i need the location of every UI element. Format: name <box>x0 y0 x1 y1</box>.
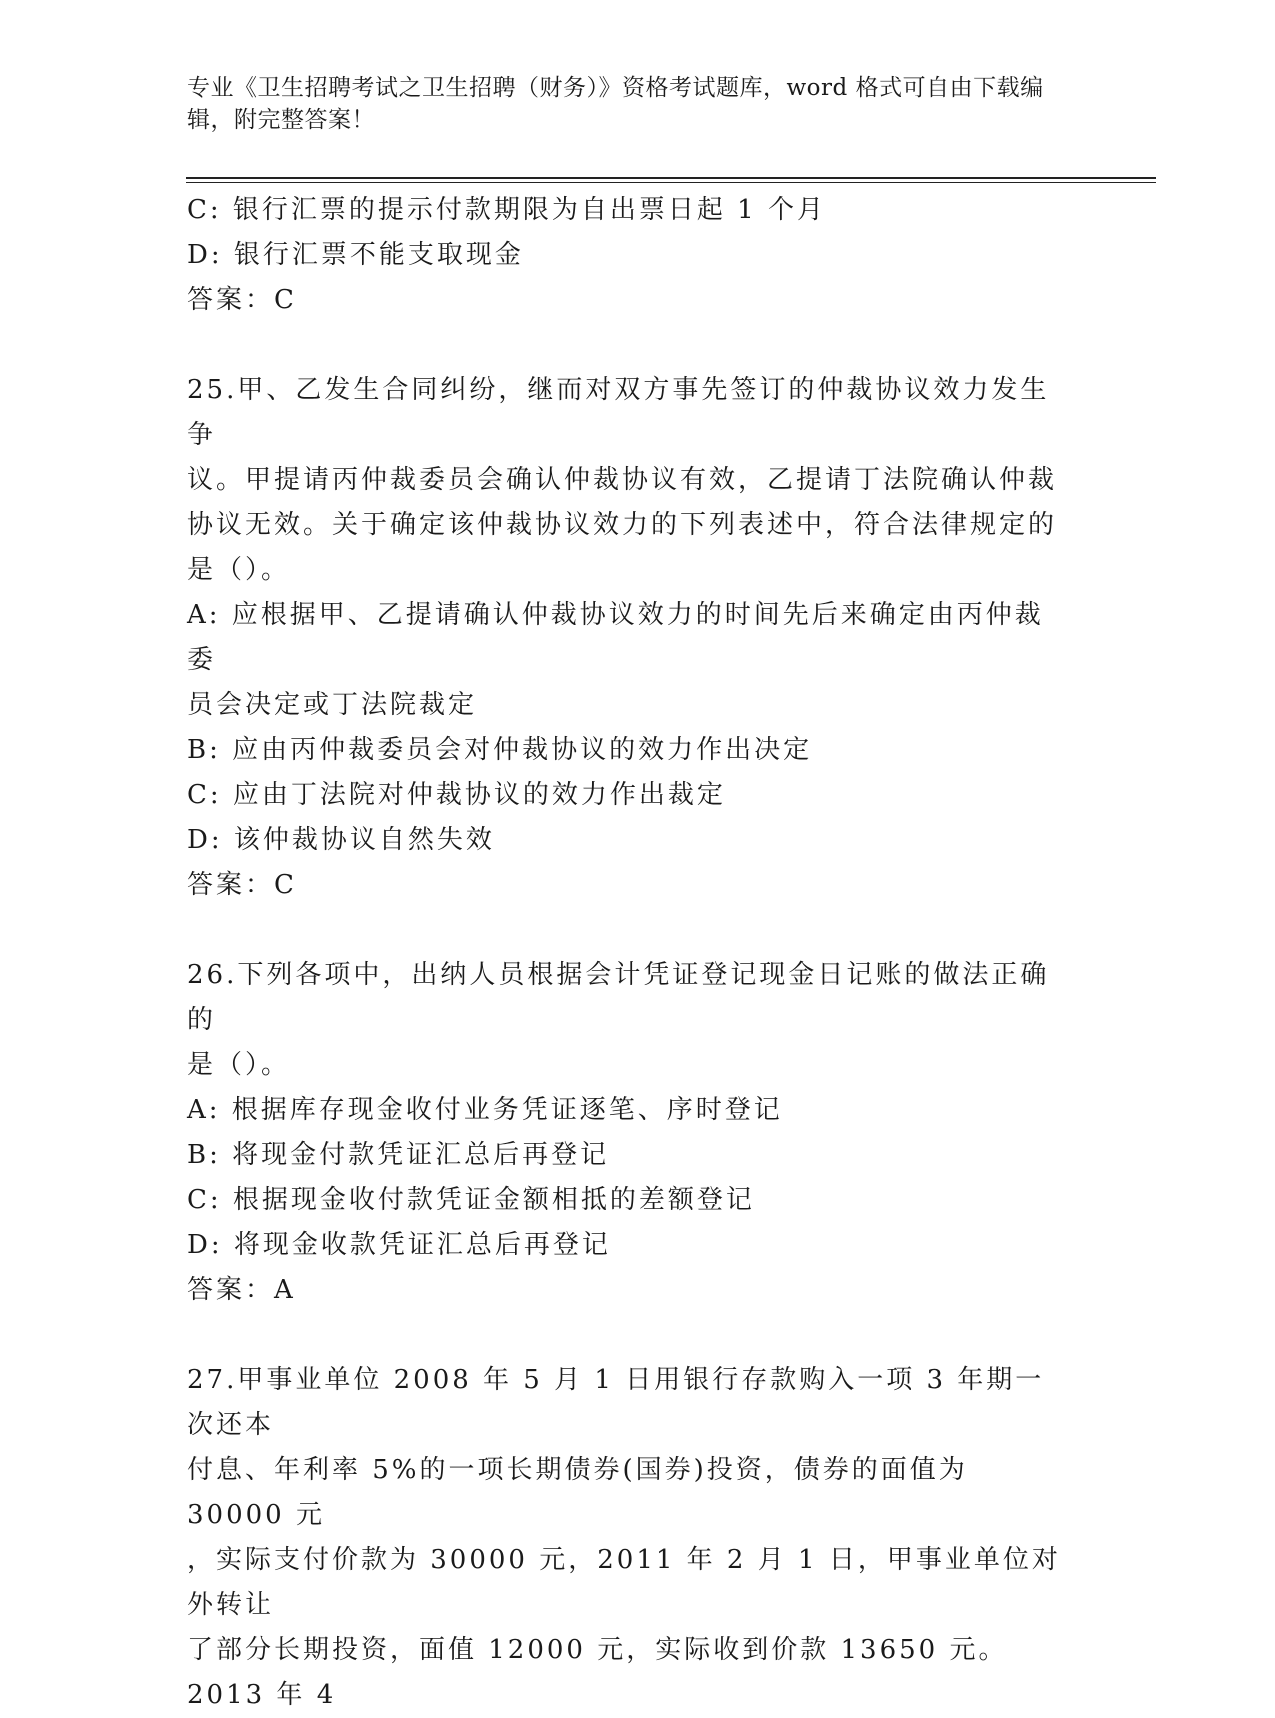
option-a: A: 应根据甲、乙提请确认仲裁协议效力的时间先后来确定由丙仲裁委 <box>187 600 1044 675</box>
document-body <box>187 188 1067 1718</box>
question-stem: ，实际支付价款为 30000 元，2011 年 2 月 1 日，甲事业单位对外转让 <box>187 1545 1061 1620</box>
option-a: 员会决定或丁法院裁定 <box>187 690 478 720</box>
option-c: C: 应由丁法院对仲裁协议的效力作出裁定 <box>187 780 726 810</box>
option-a: A: 根据库存现金收付业务凭证逐笔、序时登记 <box>187 1095 783 1125</box>
header-divider-thin <box>186 182 1156 183</box>
answer: 答案：C <box>187 285 297 315</box>
question-25 <box>187 368 1067 908</box>
option-d: D: 该仲裁协议自然失效 <box>187 825 495 855</box>
option-c: C: 根据现金收付款凭证金额相抵的差额登记 <box>187 1185 755 1215</box>
option-c: C: 银行汇票的提示付款期限为自出票日起 1 个月 <box>187 195 826 225</box>
question-stem: 付息、年利率 5%的一项长期债券(国券)投资，债券的面值为 30000 元 <box>187 1455 968 1530</box>
question-24-tail <box>187 188 1067 323</box>
question-stem: 27.甲事业单位 2008 年 5 月 1 日用银行存款购入一项 3 年期一次还本 <box>187 1365 1045 1440</box>
option-d: D: 银行汇票不能支取现金 <box>187 240 524 270</box>
answer: 答案：A <box>187 1275 296 1305</box>
question-stem: 是（）。 <box>187 1050 291 1080</box>
option-b: B: 应由丙仲裁委员会对仲裁协议的效力作出决定 <box>187 735 813 765</box>
question-stem: 协议无效。关于确定该仲裁协议效力的下列表述中，符合法律规定的 <box>187 510 1058 540</box>
question-stem: 了部分长期投资，面值 12000 元，实际收到价款 13650 元。2013 年 4 <box>187 1635 1008 1710</box>
spacer <box>187 908 1067 953</box>
question-stem: 是（）。 <box>187 555 291 585</box>
question-26 <box>187 953 1067 1313</box>
spacer <box>187 1313 1067 1358</box>
question-stem: 26.下列各项中，出纳人员根据会计凭证登记现金日记账的做法正确的 <box>187 960 1050 1035</box>
option-b: B: 将现金付款凭证汇总后再登记 <box>187 1140 610 1170</box>
document-header: 专业《卫生招聘考试之卫生招聘（财务）》资格考试题库，word 格式可自由下载编辑，附完整答案！ <box>187 75 1044 133</box>
question-27 <box>187 1358 1067 1718</box>
question-stem: 25.甲、乙发生合同纠纷，继而对双方事先签订的仲裁协议效力发生争 <box>187 375 1050 450</box>
option-d: D: 将现金收款凭证汇总后再登记 <box>187 1230 611 1260</box>
header-divider-thick <box>186 177 1156 179</box>
question-stem: 议。甲提请丙仲裁委员会确认仲裁协议有效，乙提请丁法院确认仲裁 <box>187 465 1058 495</box>
spacer <box>187 323 1067 368</box>
answer: 答案：C <box>187 870 297 900</box>
